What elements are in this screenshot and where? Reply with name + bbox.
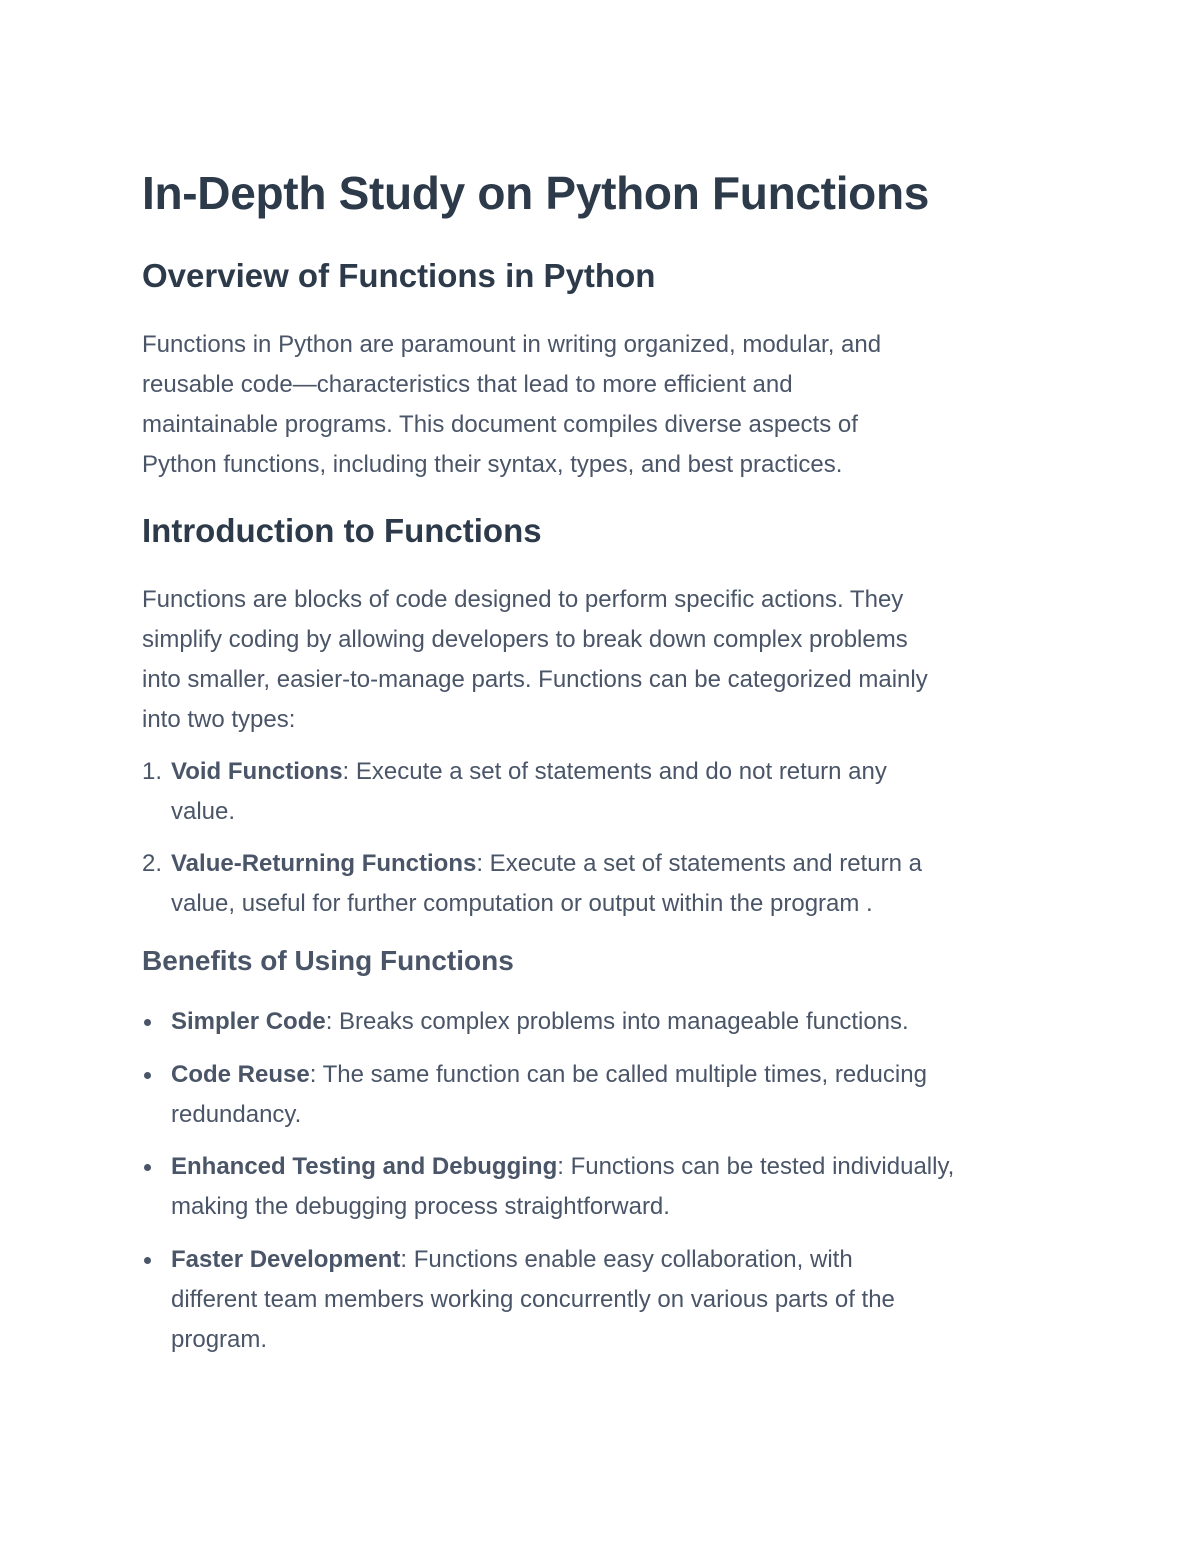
- list-item-value-returning-functions: [142, 844, 922, 924]
- document-title: In-Depth Study on Python Functions: [142, 167, 930, 219]
- definition-continued: redundancy.: [171, 1101, 302, 1128]
- bullet-icon: [144, 1164, 151, 1171]
- definition: : Breaks complex problems into manageable functions.: [325, 1008, 909, 1035]
- bullet-item-testing-debugging: [142, 1147, 954, 1227]
- definition-continued: different team members working concurrently on various parts of the: [171, 1286, 895, 1313]
- paragraph-line: Functions are blocks of code designed to perform specific actions. They: [142, 586, 904, 613]
- definition: : The same function can be called multiple times, reducing: [309, 1061, 927, 1088]
- list-item-void-functions: [142, 752, 887, 832]
- list-number: 1.: [142, 758, 163, 785]
- definition-continued: value.: [171, 798, 236, 825]
- overview-paragraph: [142, 325, 881, 485]
- term: Faster Development: [171, 1246, 401, 1273]
- section-heading-overview: Overview of Functions in Python: [142, 257, 656, 294]
- paragraph-line: Functions in Python are paramount in writing organized, modular, and: [142, 331, 882, 358]
- definition: : Functions can be tested individually,: [557, 1153, 955, 1180]
- definition: : Execute a set of statements and do not return any: [342, 758, 887, 785]
- paragraph-line: maintainable programs. This document compiles diverse aspects of: [142, 411, 858, 438]
- bullet-item-faster-development: [142, 1240, 895, 1360]
- bullet-item-simpler-code: [142, 1002, 909, 1042]
- definition: : Execute a set of statements and return a: [476, 850, 922, 877]
- definition-continued: value, useful for further computation or output within the program .: [171, 890, 873, 917]
- bullet-item-code-reuse: [142, 1055, 927, 1135]
- section-heading-introduction: Introduction to Functions: [142, 512, 542, 549]
- paragraph-line: simplify coding by allowing developers to break down complex problems: [142, 626, 908, 653]
- term: Value-Returning Functions: [171, 850, 477, 877]
- term: Void Functions: [171, 758, 343, 785]
- definition-continued: making the debugging process straightforward.: [171, 1193, 670, 1220]
- bullet-icon: [144, 1257, 151, 1264]
- subsection-heading-benefits: Benefits of Using Functions: [142, 945, 514, 976]
- term: Enhanced Testing and Debugging: [171, 1153, 558, 1180]
- paragraph-line: reusable code—characteristics that lead to more efficient and: [142, 371, 793, 398]
- definition-continued: program.: [171, 1326, 268, 1353]
- list-number: 2.: [142, 850, 163, 877]
- paragraph-line: into smaller, easier-to-manage parts. Functions can be categorized mainly: [142, 666, 928, 693]
- bullet-icon: [144, 1019, 151, 1026]
- paragraph-line: into two types:: [142, 706, 296, 733]
- term: Code Reuse: [171, 1061, 310, 1088]
- term: Simpler Code: [171, 1008, 326, 1035]
- bullet-icon: [144, 1072, 151, 1079]
- definition: : Functions enable easy collaboration, with: [400, 1246, 853, 1273]
- introduction-paragraph: [142, 580, 928, 740]
- paragraph-line: Python functions, including their syntax, types, and best practices.: [142, 451, 843, 478]
